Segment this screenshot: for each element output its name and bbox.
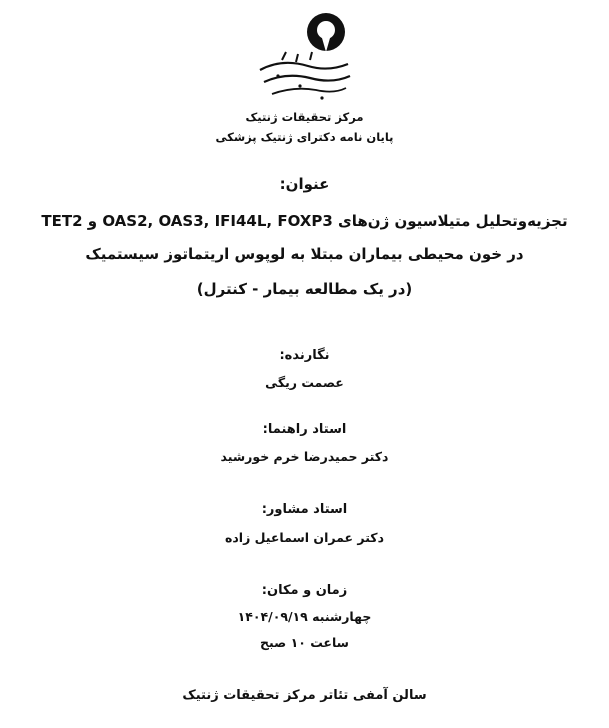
thesis-title-line2: در خون محیطی بیماران مبتلا به لوپوس اریتماتوز سیستمیک <box>85 245 524 263</box>
university-logo <box>252 8 356 106</box>
schedule-date: چهارشنبه ۱۴۰۴/۰۹/۱۹ <box>237 609 372 624</box>
thesis-title-line1: تجزیه‌وتحلیل متیلاسیون ژن‌های OAS2, OAS3, IFI44L, FOXP3 و TET2 <box>41 212 568 230</box>
author-name: عصمت ریگی <box>265 375 344 390</box>
supervisor-name: دکتر حمیدرضا خرم خورشید <box>220 449 389 464</box>
schedule-time: ساعت ۱۰ صبح <box>260 635 349 650</box>
schedule-venue: سالن آمفی تئاتر مرکز تحقیقات ژنتیک <box>182 688 427 703</box>
thesis-type: پایان نامه دکترای ژنتیک پزشکی <box>215 130 394 144</box>
author-label: نگارنده: <box>279 348 330 363</box>
title-label: عنوان: <box>279 175 330 193</box>
advisor-label: استاد مشاور: <box>261 502 348 517</box>
schedule-label: زمان و مکان: <box>261 583 348 598</box>
advisor-name: دکتر عمران اسماعیل زاده <box>225 530 384 545</box>
center-name: مرکز تحقیقات ژنتیک <box>245 110 364 124</box>
supervisor-label: استاد راهنما: <box>262 422 347 437</box>
thesis-title-line3: (در یک مطالعه بیمار - کنترل) <box>196 280 413 298</box>
